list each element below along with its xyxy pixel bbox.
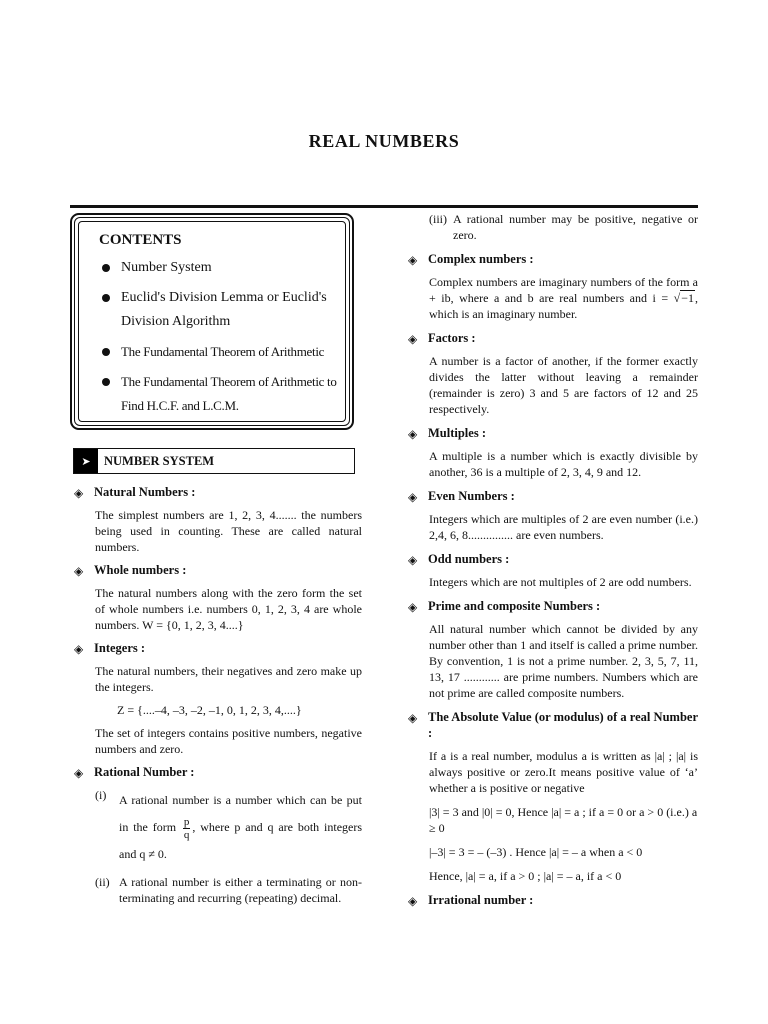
absolute-value-line-2: |–3| = 3 = – (–3) . Hence |a| = – a when a < 0	[429, 845, 643, 859]
contents-item: Number System	[99, 256, 339, 280]
bullet-icon	[102, 294, 110, 302]
topic-complex-numbers: ◈ Complex numbers :	[408, 252, 534, 267]
section-banner	[73, 448, 355, 474]
diamond-bullet-icon: ◈	[408, 427, 418, 441]
page-title: REAL NUMBERS	[308, 131, 460, 151]
even-numbers-text: Integers which are multiples of 2 are even number (i.e.) 2,4, 6, 8............... are even numbers.	[429, 512, 698, 542]
contents-list	[99, 256, 339, 418]
bullet-icon	[102, 378, 110, 386]
rational-point-ii: (ii) A rational number is either a terminating or non-terminating and recurring (repeating) decimal.	[95, 875, 362, 905]
top-rule	[70, 205, 698, 208]
topic-natural-numbers: ◈ Natural Numbers :	[74, 485, 196, 500]
contents-box	[70, 213, 354, 430]
topic-multiples: ◈ Multiples :	[408, 426, 486, 441]
diamond-bullet-icon: ◈	[74, 564, 84, 578]
complex-numbers-text: Complex numbers are imaginary numbers of the form a + ib, where a and b are real numbers and i = √−1, which is an imaginary number.	[429, 275, 698, 321]
natural-numbers-text: The simplest numbers are 1, 2, 3, 4....... the numbers being used in counting. These are called natural numbers.	[95, 508, 362, 554]
contents-item: Euclid's Division Lemma or Euclid's Division Algorithm	[99, 286, 339, 334]
diamond-bullet-icon: ◈	[408, 894, 418, 908]
contents-item: The Fundamental Theorem of Arithmetic to Find H.C.F. and L.C.M.	[99, 370, 339, 418]
bullet-icon	[102, 264, 110, 272]
topic-rational-number: ◈ Rational Number :	[74, 765, 195, 780]
factors-text: A number is a factor of another, if the former exactly divides the latter without leaving a remainder (remainder is zero) 3 and 5 are factors of 12 and 25 respectively.	[429, 354, 698, 416]
topic-prime-composite: ◈ Prime and composite Numbers :	[408, 599, 601, 614]
diamond-bullet-icon: ◈	[408, 600, 418, 614]
absolute-value-line-1: |3| = 3 and |0| = 0, Hence |a| = a ; if a = 0 or a > 0 (i.e.) a ≥ 0	[429, 805, 698, 835]
topic-factors: ◈ Factors :	[408, 331, 476, 346]
absolute-value-line-3: Hence, |a| = a, if a > 0 ; |a| = – a, if a < 0	[429, 869, 622, 883]
diamond-bullet-icon: ◈	[408, 553, 418, 567]
section-title: NUMBER SYSTEM	[104, 453, 215, 468]
rational-point-i: (i) A rational number is a number which can be put in the form $\frac{p}{q}$ , where p and q are both integers and q ≠ 0.	[95, 788, 363, 861]
bullet-icon	[102, 348, 110, 356]
integers-set: Z = {....–4, –3, –2, –1, 0, 1, 2, 3, 4,....}	[117, 703, 302, 717]
diamond-bullet-icon: ◈	[74, 486, 84, 500]
diamond-bullet-icon: ◈	[74, 642, 84, 656]
odd-numbers-text: Integers which are not multiples of 2 are odd numbers.	[429, 575, 692, 589]
topic-integers: ◈ Integers :	[74, 641, 146, 656]
topic-absolute-value: ◈ The Absolute Value (or modulus) of a real Number :	[408, 710, 698, 740]
diamond-bullet-icon: ◈	[408, 253, 418, 267]
contents-heading: CONTENTS	[99, 232, 182, 248]
absolute-value-text: If a is a real number, modulus a is written as |a| ; |a| is always positive or zero.It means positive value of ‘a’ whether a is positive or negative	[429, 749, 698, 795]
topic-whole-numbers: ◈ Whole numbers :	[74, 563, 187, 578]
topic-odd-numbers: ◈ Odd numbers :	[408, 552, 510, 567]
left-column	[72, 484, 362, 912]
fraction-p-over-q: $\frac{p}{q}$	[183, 815, 190, 841]
right-column	[406, 211, 698, 915]
multiples-text: A multiple is a number which is exactly divisible by another, 36 is a multiple of 2, 3, 4, 9 and 12.	[429, 449, 698, 479]
sqrt-radicand: −1	[681, 291, 694, 305]
integers-text: The natural numbers, their negatives and zero make up the integers.	[95, 664, 362, 694]
diamond-bullet-icon: ◈	[408, 711, 418, 725]
diamond-bullet-icon: ◈	[408, 490, 418, 504]
diamond-bullet-icon: ◈	[74, 766, 84, 780]
sqrt-symbol: √	[673, 291, 681, 305]
diamond-bullet-icon: ◈	[408, 332, 418, 346]
topic-even-numbers: ◈ Even Numbers :	[408, 489, 515, 504]
contents-item: The Fundamental Theorem of Arithmetic	[99, 340, 339, 364]
arrow-icon: ➤	[74, 449, 98, 473]
integers-text-2: The set of integers contains positive numbers, negative numbers and zero.	[95, 726, 362, 756]
topic-irrational-number: ◈ Irrational number :	[408, 893, 534, 908]
whole-numbers-text: The natural numbers along with the zero form the set of whole numbers i.e. numbers 0, 1, 2, 3, 4 are whole numbers. W = {0, 1, 2, 3, 4....}	[95, 586, 362, 632]
rational-point-iii: (iii) A rational number may be positive, negative or zero.	[429, 212, 698, 242]
prime-composite-text: All natural number which cannot be divided by any number other than 1 and itself is called a prime number. By convention, 1 is not a prime number. 2, 3, 5, 7, 11, 13, 17 ............ are prime numbers. Numbers which are not prime are called composite numbers.	[429, 622, 698, 700]
